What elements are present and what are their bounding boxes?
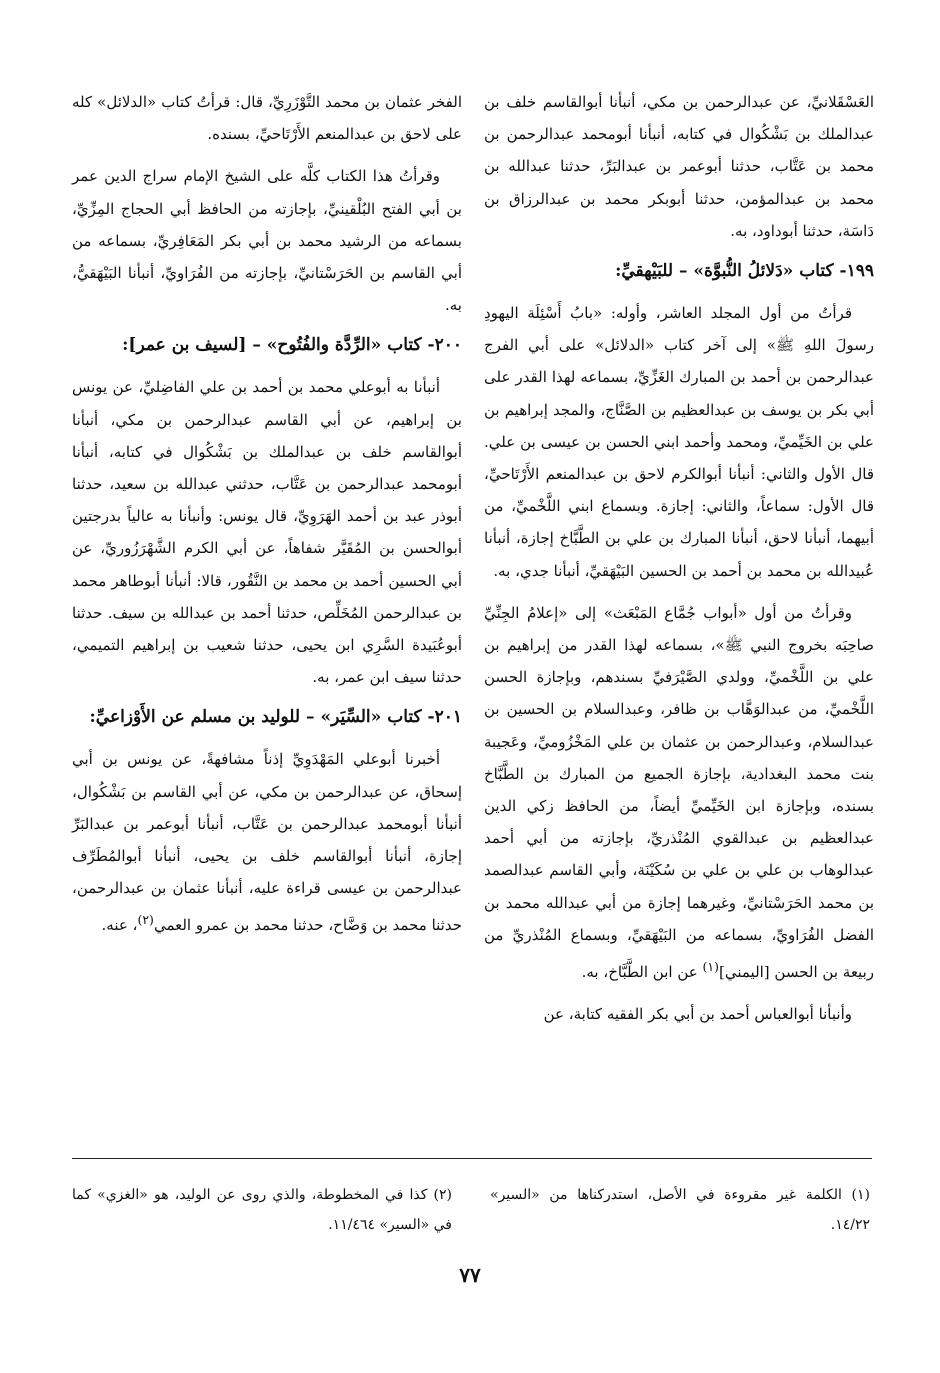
page-number: ٧٧: [459, 1263, 481, 1287]
left-paragraph-2: وقرأتُ هذا الكتاب كلَّه على الشيخ الإمام سراج الدين عمر بن أبي الفتح البُلْقينيِّ، بإجازته من الحافظ أبي الحجاج المِزِّيِّ، بسماعه من الرشيد محمد بن أبي بكر المَعَافِريِّ، بسماعه من أبي القاسم بن الحَرَسْتانيِّ، بإجازته من الفُرَاويِّ، أنبأنا البَيْهَقيُّ، به.: [72, 167, 462, 315]
left-paragraph-1: الفخر عثمان بن محمد التَّوْزَرِيِّ، قال: قرأتُ كتاب «الدلائل» كله على لاحق بن عبدالمنعم الأَرْتَاحيِّ، بسنده.: [72, 93, 462, 144]
left-paragraph-4: [72, 743, 462, 941]
right-paragraph-3-tail: عن ابن الطَّبَّاخ، به.: [581, 963, 703, 982]
right-paragraph-1: العَسْقَلانيِّ، عن عبدالرحمن بن مكي، أنبأنا أبوالقاسم خلف بن عبدالملك بن بَشْكُوال في كتابه، أنبأنا أبومحمد عبدالرحمن بن محمد بن عَتَّاب، حدثنا أبوعمر بن عبدالبَرِّ، حدثنا عبدالله بن محمد بن عبدالمؤمن، حدثنا أبوبكر محمد بن عبدالرزاق بن دَاسَة، حدثنا أبوداود، به.: [484, 93, 874, 240]
section-heading-199: ١٩٩- كتاب «دَلائلُ النُّبوَّة» – للبَيْهقيِّ:: [615, 261, 874, 282]
right-paragraph-4: وأنبأنا أبوالعباس أحمد بن أبي بكر الفقيه كتابة، عن: [543, 1005, 852, 1024]
section-heading-201: ٢٠١- كتاب «السِّيَر» – للوليد بن مسلم عن الأَوْزاعيِّ:: [89, 707, 462, 728]
section-heading-200: ٢٠٠- كتاب «الرِّدَّة والفُتُوح» – [لسيف بن عمر]:: [122, 335, 462, 356]
right-paragraph-3: [484, 597, 874, 988]
left-paragraph-4-text: أخبرنا أبوعلي المَهْدَوِيِّ إذناً مشافهةً، عن يونس بن أبي إسحاق، عن عبدالرحمن بن مكي، عن أبي القاسم بن بَشْكُوال، أنبأنا أبومحمد عبدالرحمن بن عَتَّاب، أنبأنا أبوعمر بن عبدالبَرِّ إجازة، أنبأنا أبوالقاسم خلف بن يحيى، أنبأنا أبوالمُطَرِّف عبدالرحمن بن عيسى قراءة عليه، أنبأنا عثمان بن عبدالرحمن، حدثنا محمد بن وَضَّاح، حدثنا محمد بن عمرو العمي: [72, 750, 462, 935]
left-paragraph-4-tail: ، عنه.: [101, 916, 138, 935]
footnote-divider: [72, 1158, 872, 1159]
left-paragraph-3: أنبأنا به أبوعلي محمد بن أحمد بن علي الفاضِليِّ، عن يونس بن إبراهيم، عن أبي القاسم عبدالرحمن بن مكي، أنبأنا أبوالقاسم خلف بن عبدالملك بن بَشْكُوال في كتابه، أنبأنا أبومحمد عبدالرحمن بن عَتَّاب، حدثني عبدالله بن سعيد، حدثنا أبوذر عبد بن أحمد الهَرَوِيِّ، قال يونس: وأنبأنا به عالياً بدرجتين أبوالحسن بن المُقَيَّر شفاهاً، عن أبي الكرم الشَّهْرَزُوريِّ، عن أبي الحسين أحمد بن محمد بن النَّقُور، قالا: أنبأنا أبوطاهر محمد بن عبدالرحمن المُخَلِّص، حدثنا أحمد بن عبدالله بن سيف. حدثنا أبوعُبَيدة السَّرِي ابن يحيى، حدثنا شعيب بن إبراهيم التميمي، حدثنا سيف ابن عمر، به.: [72, 378, 462, 687]
footnote-2: (٢) كذا في المخطوطة، والذي روى عن الوليد، هو «الغزي» كما في «السير» ١١/٤٦٤.: [72, 1187, 452, 1233]
right-paragraph-3-text: وقرأتُ من أول «أبواب جُمَّاع المَبْعَث» إلى «إعلامُ الجِنِّيِّ صاحِبَه بخروج النبي ﷺ»، بسماعه لهذا القدر من إبراهيم بن علي بن اللَّخْميِّ، وولدي الصَّيْرَفيِّ بسندهم، وبإجازة الحسن اللَّخْميِّ، من عبدالوَهَّاب بن ظافر، وعبدالسلام بن الحسين بن عبدالسلام، وعبدالرحمن بن عثمان بن علي المَخْزُوميِّ، وعَجيبة بنت محمد البغدادية، بإجازة الجميع من المبارك بن الطَّبَّاخ بسنده، وبإجازة ابن الخَيِّميِّ أيضاً، من الحافظ زكي الدين عبدالعظيم بن عبدالقوي المُنْذريِّ، بإجازته من أبي أحمد عبدالوهاب بن علي بن علي بن سُكَيْنَة، وأبي القاسم عبدالصمد بن محمد الحَرَسْتانيِّ، وغيرهما إجازة من أبي عبدالله محمد بن الفضل الفُرَاويِّ، بسماعه من البَيْهَقيِّ، وبسماع المُنْذريِّ من ربيعة بن الحسن [اليمني]: [484, 603, 874, 982]
footnote-1: (١) الكلمة غير مقروءة في الأصل، استدركناها من «السير» ١٤/٢٢.: [490, 1187, 870, 1233]
right-column: [484, 86, 874, 1030]
footnote-marker-1: (١): [702, 959, 719, 975]
right-paragraph-2: قرأتُ من أول المجلد العاشر، وأوله: «بابُ أَسْئِلَة اليهودِ رسولَ اللهِ ﷺ» إلى آخر كتاب «الدلائل» على أبي الفرج عبدالرحمن بن أحمد بن المبارك الغَزِّيِّ، بسماعه لهذا القدر على أبي بكر بن يوسف بن عبدالعظيم بن الصَّنَّاج، والمجد إبراهيم بن علي بن الخَيِّميِّ، ومحمد وأحمد ابني الحسن بن عيسى بن علي. قال الأول والثاني: أنبأنا أبوالكرم لاحق بن عبدالمنعم الأَرْتَاحيِّ، قال الأول: سماعاً، والثاني: إجازة. وبسماع ابني اللَّخْميِّ، من أبيهما، أنبأنا لاحق، أنبأنا المبارك بن علي بن الطَّبَّاخ إجازة، أنبأنا عُبيدالله بن محمد بن أحمد بن الحسين البَيْهَقيِّ، أنبأنا جدي، به.: [484, 304, 874, 580]
footnote-marker-2: (٢): [137, 912, 154, 928]
left-column: [72, 86, 462, 942]
